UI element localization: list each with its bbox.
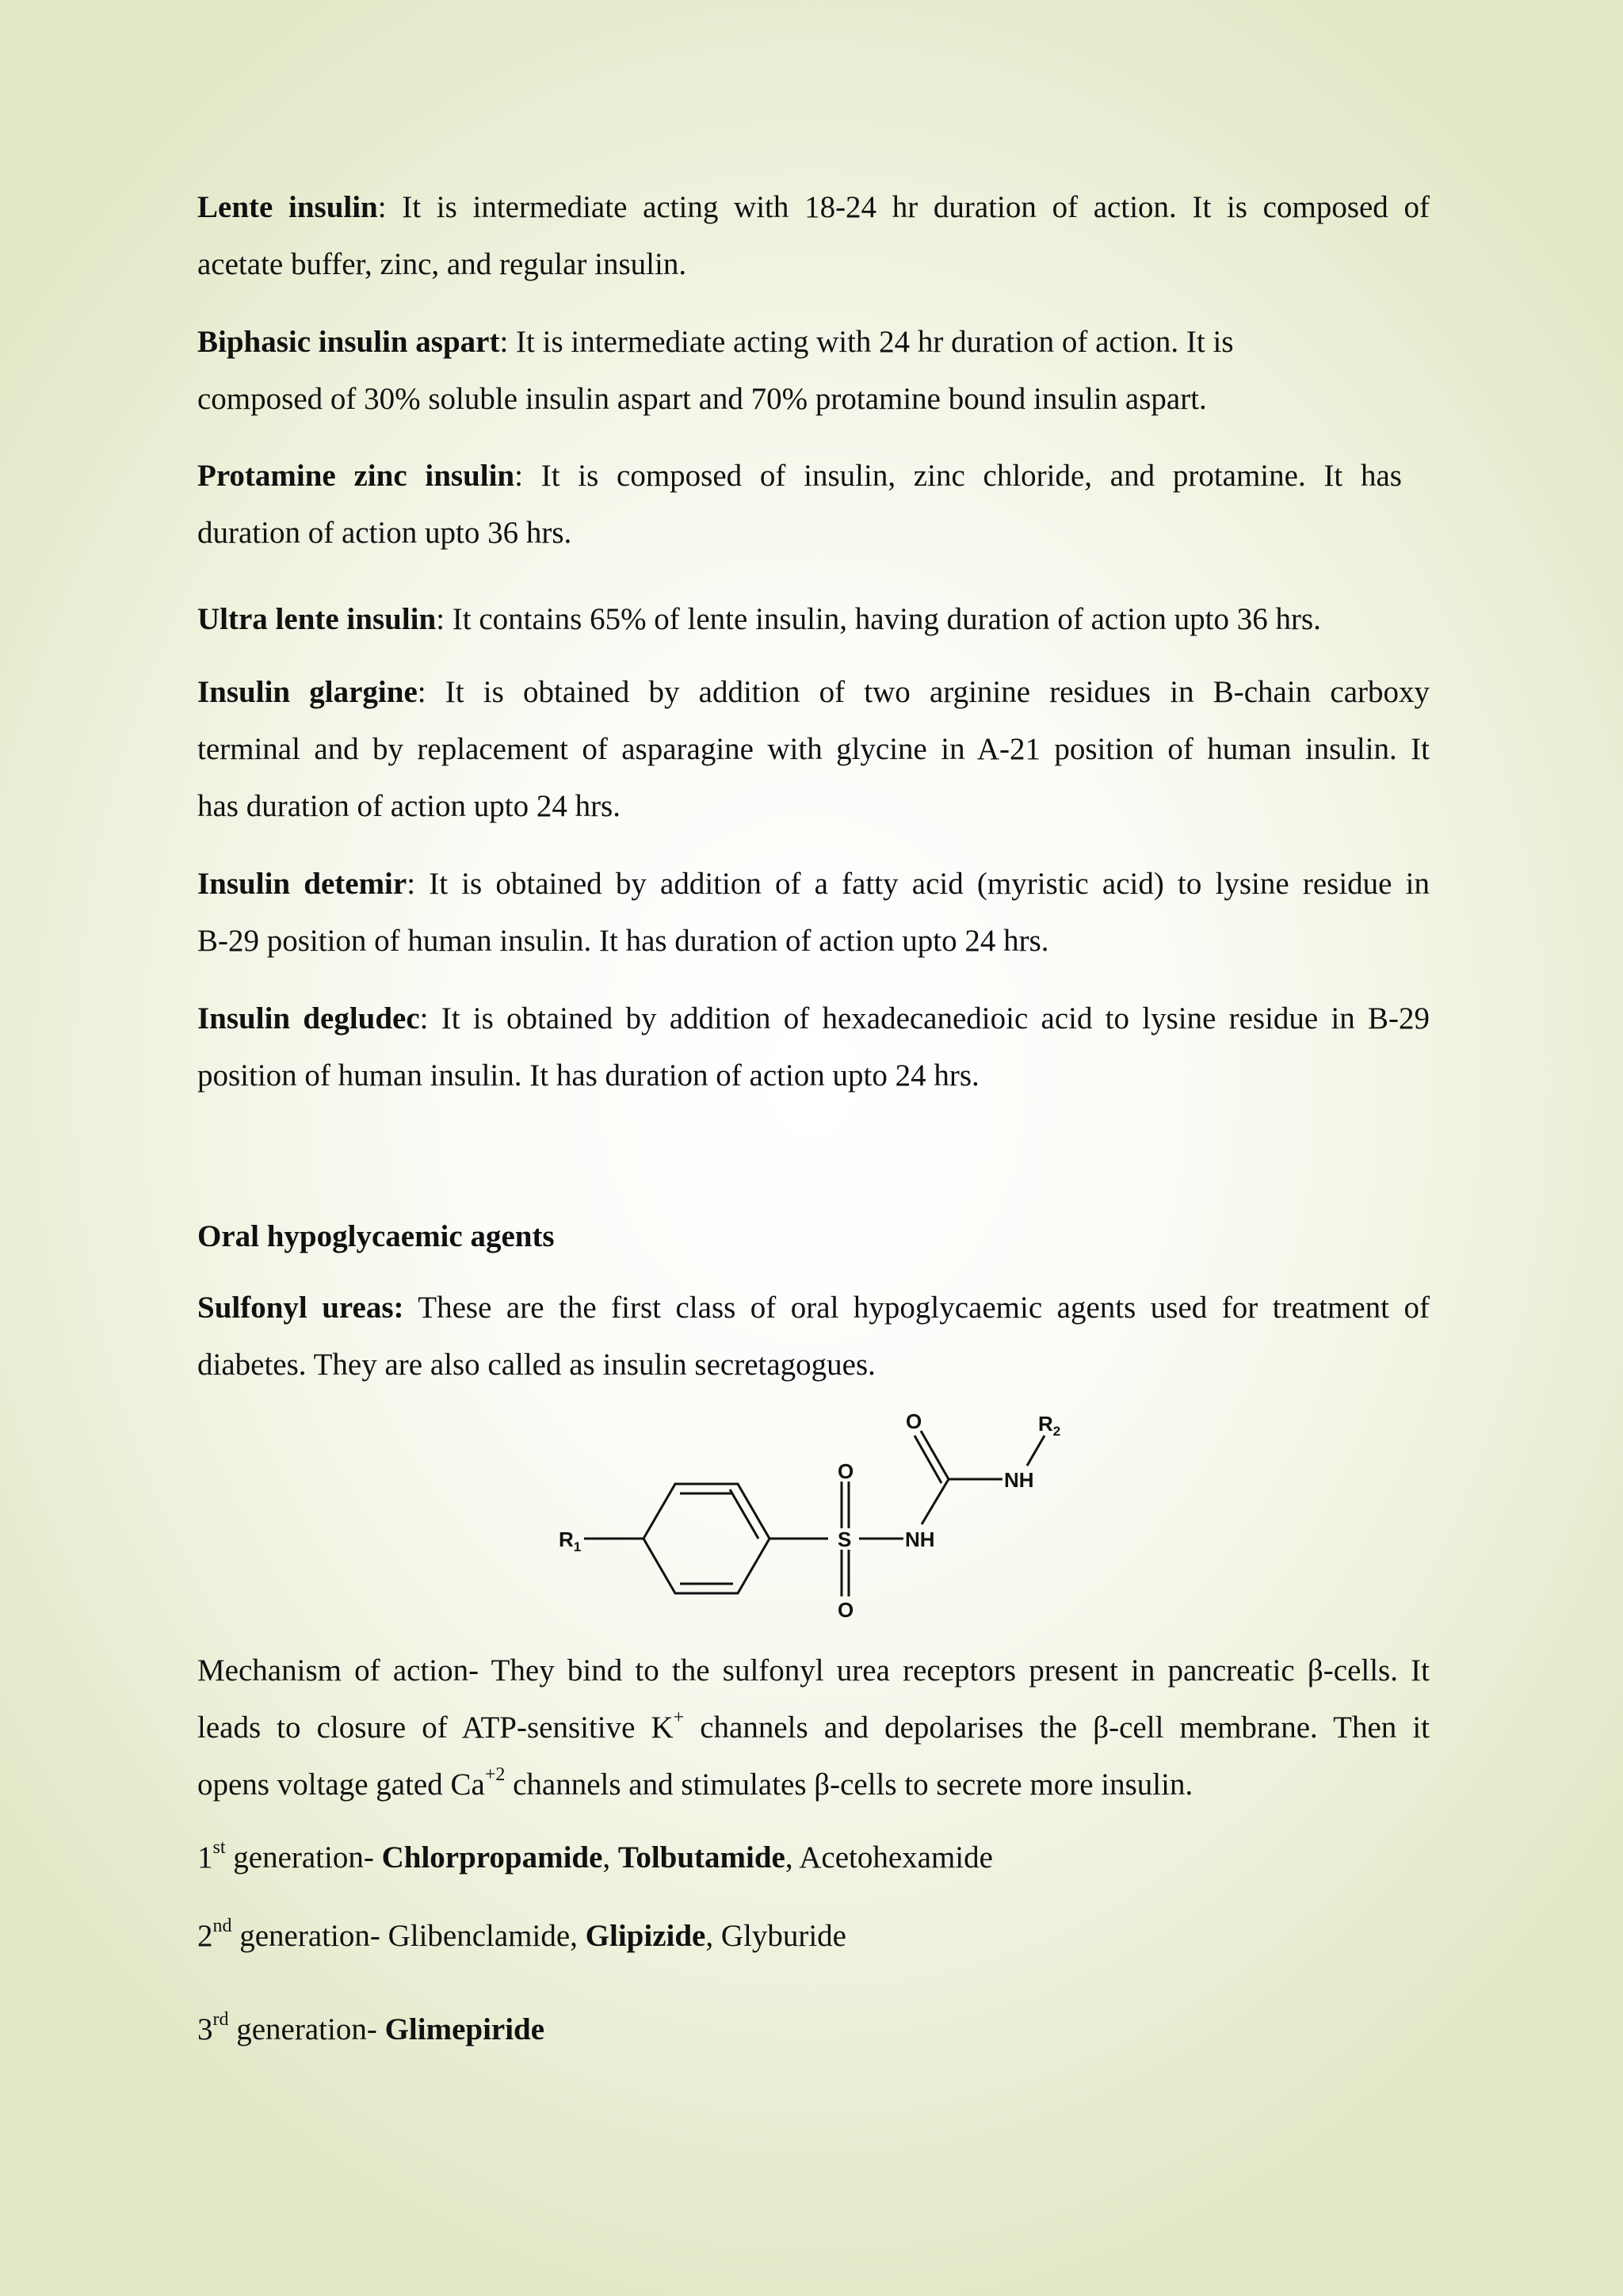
bond-nh-carbon (922, 1479, 949, 1524)
term-biphasic-insulin-aspart: Biphasic insulin aspart (197, 325, 500, 359)
term-lente-insulin: Lente insulin (197, 190, 378, 224)
label-r2: $R_2$ (1038, 1412, 1061, 1439)
term-ultra-lente-insulin: Ultra lente insulin (197, 602, 437, 636)
label-sulfur: S (838, 1527, 852, 1551)
label-oxygen-top: O (838, 1459, 854, 1483)
term-insulin-detemir: Insulin detemir (197, 867, 407, 901)
benzene-ring (643, 1484, 769, 1593)
section-heading: Oral hypoglycaemic agents (197, 1219, 555, 1253)
paragraph-lente-insulin: Lente insulin: It is intermediate acting with 18-24 hr duration of action. It is composed of acetate buffer, zinc, and regular insulin. (197, 190, 1430, 281)
bond-nh-r2 (1027, 1436, 1044, 1466)
label-r1: $R_1$ (559, 1527, 582, 1554)
paragraph-insulin-detemir: Insulin detemir: It is obtained by addition of a fatty acid (myristic acid) to lysine residue in B-29 position of human insulin. It has duration of action upto 24 hrs. (197, 867, 1430, 958)
paragraph-insulin-degludec: Insulin degludec: It is obtained by addition of hexadecanedioic acid to lysine residue in B-29 position of human insulin. It has duration of action upto 24 hrs. (197, 1001, 1430, 1093)
term-sulfonyl-ureas: Sulfonyl ureas: (197, 1291, 404, 1325)
paragraph-ultra-lente-insulin: Ultra lente insulin: It contains 65% of lente insulin, having duration of action upto 36 hrs. (197, 602, 1321, 636)
term-protamine-zinc-insulin: Protamine zinc insulin (197, 459, 515, 493)
generation-second: 2nd generation- Glibenclamide, Glipizide, Glyburide (197, 1916, 846, 1953)
paragraph-biphasic-insulin-aspart: Biphasic insulin aspart: It is intermediate acting with 24 hr duration of action. It is composed of 30% soluble insulin aspart and 70% protamine bound insulin aspart. (197, 325, 1234, 416)
label-oxygen-bottom: O (838, 1598, 854, 1622)
paragraph-mechanism-of-action: Mechanism of action- They bind to the sulfonyl urea receptors present in pancreatic β-cells. It leads to closure of ATP-sensitive K+ channels and depolarises the β-cell membrane. Then it opens voltage gated $Ca^{+2}$ channels and stimulates β-cells to secrete more insulin. (197, 1653, 1430, 1802)
structure-bonds (584, 1431, 1044, 1596)
label-oxygen-carbonyl: O (906, 1409, 922, 1433)
label-nh-sulfonyl: NH (905, 1527, 935, 1551)
paragraph-insulin-glargine: Insulin glargine: It is obtained by addition of two arginine residues in B-chain carboxy terminal and by replacement of asparagine with glycine in A-21 position of human insulin. It has duration of action upto 24 hrs. (197, 675, 1430, 823)
term-insulin-degludec: Insulin degludec (197, 1001, 420, 1035)
generation-third: 3rd generation- Glimepiride (197, 2009, 545, 2046)
structure-atom-labels (559, 1409, 1060, 1622)
label-nh-urea: NH (1004, 1468, 1034, 1492)
generation-first: 1st generation- Chlorpropamide, Tolbutamide, Acetohexamide (197, 1837, 993, 1875)
paragraph-sulfonyl-ureas: Sulfonyl ureas: These are the first class of oral hypoglycaemic agents used for treatment of diabetes. They are also called as insulin secretagogues. (197, 1291, 1430, 1382)
term-insulin-glargine: Insulin glargine (197, 675, 418, 709)
paragraph-protamine-zinc-insulin: Protamine zinc insulin: It is composed of insulin, zinc chloride, and protamine. It has duration of action upto 36 hrs. (197, 459, 1402, 550)
